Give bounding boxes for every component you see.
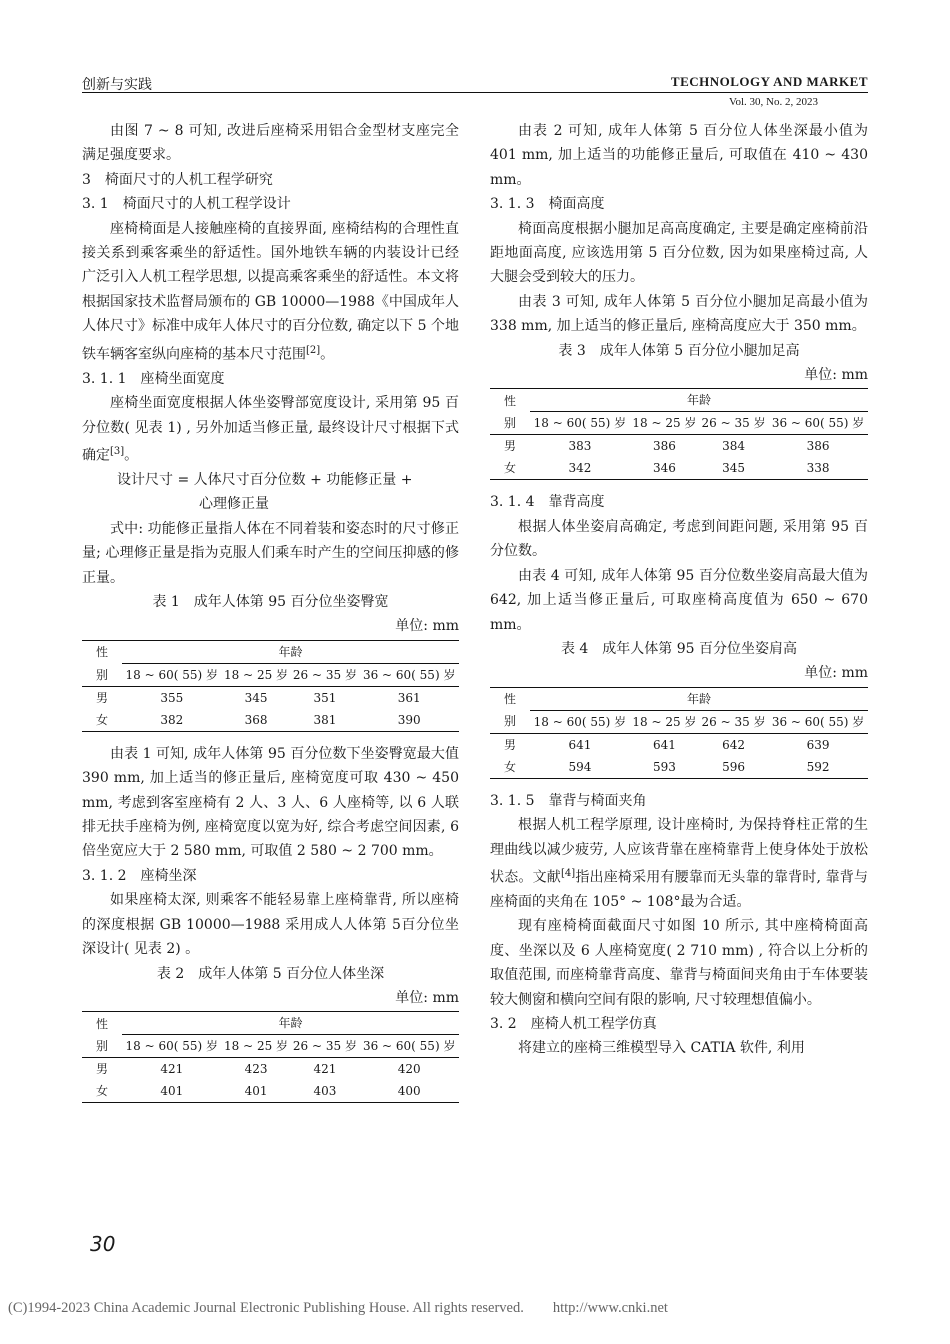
formula-line: 设计尺寸 = 人体尺寸百分位数 + 功能修正量 + (117, 472, 413, 488)
data-table (82, 640, 459, 732)
page-number: 30 (90, 1232, 116, 1256)
table-cell: 403 (290, 1080, 359, 1103)
table-row (82, 686, 459, 709)
column-header: 26 ~ 35 岁 (292, 1039, 357, 1054)
table-cell: 345 (699, 457, 768, 480)
table-cell: 401 (222, 1080, 291, 1103)
column-header: 36 ~ 60( 55) 岁 (362, 1039, 456, 1054)
data-table (490, 687, 868, 779)
subsection-heading: 3. 1. 5 靠背与椅面夹角 (490, 792, 647, 809)
table-unit: 单位: mm (804, 367, 868, 384)
right-column (490, 119, 868, 1061)
table-cell: 381 (290, 709, 359, 732)
column-header: 18 ~ 60( 55) 岁 (533, 416, 627, 431)
paragraph: 由表 1 可知, 成年人体第 95 百分位数下坐姿臀宽最大值 390 mm, 加上适当的修正量后, 座椅宽度可取 430 ~ 450 mm, 考虑到客室座椅有 2 人、3 人、6 人座椅等, 以 6 人联排无扶手座椅为例, 座椅宽度以宽为好, 综合考虑空间因素, 6 倍坐宽应大于 2 580 mm, 可取值 2 580 ~ 2 700 mm。 (82, 745, 459, 860)
column-header: 26 ~ 35 岁 (292, 667, 357, 682)
table-cell: 384 (699, 435, 768, 458)
table-cell: 345 (222, 686, 291, 709)
row-label: 男 (490, 435, 530, 458)
age-header: 年龄 (122, 640, 459, 663)
table-row (82, 709, 459, 732)
table-header-row (490, 389, 868, 412)
column-header: 18 ~ 60( 55) 岁 (533, 714, 627, 729)
table-cell: 423 (222, 1058, 291, 1081)
paragraph: 由表 2 可知, 成年人体第 5 百分位人体坐深最小值为 401 mm, 加上适当的功能修正量后, 可取值在 410 ~ 430 mm。 (490, 123, 868, 188)
table-cell: 361 (359, 686, 459, 709)
paragraph: 座椅坐面宽度根据人体坐姿臀部宽度设计, 采用第 95 百分位数( 见表 1) , 另外加适当修正量, 最终设计尺寸根据下式确定[3]。 (82, 395, 459, 464)
table-row (490, 435, 868, 458)
table-cell: 368 (222, 709, 291, 732)
subsection-heading: 3. 1. 1 座椅坐面宽度 (82, 370, 225, 387)
citation: [3] (110, 445, 125, 457)
table-cell: 338 (768, 457, 868, 480)
table-cell: 382 (122, 709, 222, 732)
subsection-heading: 3. 1. 4 靠背高度 (490, 494, 605, 511)
volume-info: Vol. 30, No. 2, 2023 (728, 96, 818, 108)
table-cell: 641 (530, 733, 630, 756)
sex-header: 性 (490, 389, 530, 412)
table-caption: 表 2 成年人体第 5 百分位人体坐深 (156, 965, 385, 982)
table-cell: 593 (630, 756, 699, 779)
table-cell: 592 (768, 756, 868, 779)
table-header-row (82, 640, 459, 663)
table-header-row (490, 710, 868, 733)
row-label: 女 (82, 709, 122, 732)
table-unit: 单位: mm (804, 665, 868, 682)
table-row (82, 1080, 459, 1103)
age-header: 年龄 (122, 1012, 459, 1035)
row-label: 女 (490, 756, 530, 779)
data-table (82, 1011, 459, 1103)
column-header: 18 ~ 25 岁 (632, 714, 697, 729)
subsection-heading: 3. 1 椅面尺寸的人机工程学设计 (82, 196, 291, 213)
paragraph: 现有座椅椅面截面尺寸如图 10 所示, 其中座椅椅面高度、坐深以及 6 人座椅宽度( 2 710 mm) , 符合以上分析的取值范围, 而座椅靠背高度、靠背与椅面间夹角由于车体要装较大侧窗和横向空间有限的影响, 尺寸较理想值偏小。 (490, 918, 868, 1008)
column-header: 18 ~ 25 岁 (632, 416, 697, 431)
column-header: 36 ~ 60( 55) 岁 (771, 416, 865, 431)
paragraph: 由表 4 可知, 成年人体第 95 百分位数坐姿肩高最大值为 642, 加上适当修正量后, 可取座椅高度值为 650 ~ 670 mm。 (490, 567, 868, 633)
column-header: 18 ~ 25 岁 (224, 667, 289, 682)
table-header-row (82, 1035, 459, 1058)
journal-title-cn: 创新与实践 (82, 77, 152, 93)
paragraph: 根据人机工程学原理, 设计座椅时, 为保持脊柱正常的生理曲线以减少疲劳, 人应该背靠在座椅靠背上使身体处于放松状态。文献[4]指出座椅采用有腰靠而无头靠的靠背时, 靠背与座椅面的夹角在 105° ~ 108°最为合适。 (490, 817, 868, 910)
left-column (82, 119, 459, 1113)
column-header: 18 ~ 60( 55) 岁 (125, 1039, 219, 1054)
table-cell: 641 (630, 733, 699, 756)
column-header: 26 ~ 35 岁 (701, 714, 766, 729)
subsection-heading: 3. 1. 3 椅面高度 (490, 196, 605, 213)
table-header-row (82, 1012, 459, 1035)
journal-title-en: TECHNOLOGY AND MARKET (670, 74, 868, 89)
table-unit: 单位: mm (395, 618, 459, 635)
paragraph: 将建立的座椅三维模型导入 CATIA 软件, 利用 (518, 1040, 805, 1057)
table-cell: 386 (768, 435, 868, 458)
table-row (490, 756, 868, 779)
sex-header: 性 (82, 1012, 122, 1035)
table-cell: 421 (122, 1058, 222, 1081)
table-header-row (82, 663, 459, 686)
table-cell: 383 (530, 435, 630, 458)
header-rule (82, 92, 868, 93)
paragraph: 座椅椅面是人接触座椅的直接界面, 座椅结构的合理性直接关系到乘客乘坐的舒适性。国外地铁车辆的内装设计已经广泛引入人机工程学思想, 以提高乘客乘坐的舒适性。本文将根据国家技术监督局颁布的 GB 10000—1988《中国成年人人体尺寸》标准中成年人体尺寸的百分位数, 确定以下 5 个地铁车辆客室纵向座椅的基本尺寸范围[2]。 (82, 220, 459, 363)
table-cell: 594 (530, 756, 630, 779)
table-cell: 400 (359, 1080, 459, 1103)
table-row (490, 733, 868, 756)
age-header: 年龄 (530, 389, 868, 412)
row-label: 女 (490, 457, 530, 480)
table-caption: 表 3 成年人体第 5 百分位小腿加足高 (558, 342, 800, 359)
age-header: 年龄 (530, 687, 868, 710)
table-cell: 351 (290, 686, 359, 709)
table-cell: 642 (699, 733, 768, 756)
paragraph: 式中: 功能修正量指人体在不同着装和姿态时的尺寸修正量; 心理修正量是指为克服人们乘车时产生的空间压抑感的修正量。 (82, 520, 459, 586)
subsection-heading: 3. 2 座椅人机工程学仿真 (490, 1016, 657, 1033)
formula-line: 心理修正量 (199, 496, 269, 513)
paragraph: 椅面高度根据小腿加足高高度确定, 主要是确定座椅前沿距地面高度, 应该选用第 5 百分位数, 因为如果座椅过高, 人大腿会受到较大的压力。 (490, 220, 868, 286)
table-header-row (490, 412, 868, 435)
sex-header: 性 (82, 640, 122, 663)
sex-header: 别 (95, 667, 108, 682)
column-header: 18 ~ 25 岁 (224, 1039, 289, 1054)
citation: [4] (560, 867, 576, 879)
row-label: 男 (490, 733, 530, 756)
sex-header: 性 (490, 687, 530, 710)
table-cell: 386 (630, 435, 699, 458)
row-label: 女 (82, 1080, 122, 1103)
row-label: 男 (82, 1058, 122, 1081)
section-heading: 3 椅面尺寸的人机工程学研究 (82, 171, 273, 188)
paragraph: 如果座椅太深, 则乘客不能轻易靠上座椅靠背, 所以座椅的深度根据 GB 10000—1988 采用成人人体第 5百分位坐深设计( 见表 2) 。 (82, 892, 459, 958)
table-cell: 596 (699, 756, 768, 779)
table-unit: 单位: mm (395, 989, 459, 1006)
column-header: 26 ~ 35 岁 (701, 416, 766, 431)
column-header: 36 ~ 60( 55) 岁 (362, 667, 456, 682)
table-caption: 表 1 成年人体第 95 百分位坐姿臀宽 (152, 594, 389, 611)
table-cell: 420 (359, 1058, 459, 1081)
table-header-row (490, 687, 868, 710)
data-table (490, 388, 868, 480)
column-header: 18 ~ 60( 55) 岁 (125, 667, 219, 682)
sex-header: 别 (503, 416, 516, 431)
table-row (82, 1058, 459, 1081)
paragraph: 由图 7 ~ 8 可知, 改进后座椅采用铝合金型材支座完全满足强度要求。 (82, 123, 459, 164)
row-label: 男 (82, 686, 122, 709)
citation: [2] (306, 344, 321, 356)
sex-header: 别 (95, 1039, 108, 1054)
table-caption: 表 4 成年人体第 95 百分位坐姿肩高 (560, 640, 798, 657)
paragraph: 由表 3 可知, 成年人体第 5 百分位小腿加足高最小值为 338 mm, 加上适当的修正量后, 座椅高度应大于 350 mm。 (490, 293, 868, 335)
subsection-heading: 3. 1. 2 座椅坐深 (82, 867, 197, 884)
table-cell: 355 (122, 686, 222, 709)
sex-header: 别 (503, 714, 516, 729)
table-row (490, 457, 868, 480)
paragraph: 根据人体坐姿肩高确定, 考虑到间距问题, 采用第 95 百分位数。 (490, 518, 868, 560)
copyright-footer: (C)1994-2023 China Academic Journal Electronic Publishing House. All rights reserved. http://www.cnki.net (8, 1300, 668, 1316)
table-cell: 346 (630, 457, 699, 480)
table-cell: 421 (290, 1058, 359, 1081)
table-cell: 390 (359, 709, 459, 732)
table-cell: 401 (122, 1080, 222, 1103)
table-cell: 639 (768, 733, 868, 756)
column-header: 36 ~ 60( 55) 岁 (771, 714, 865, 729)
table-cell: 342 (530, 457, 630, 480)
